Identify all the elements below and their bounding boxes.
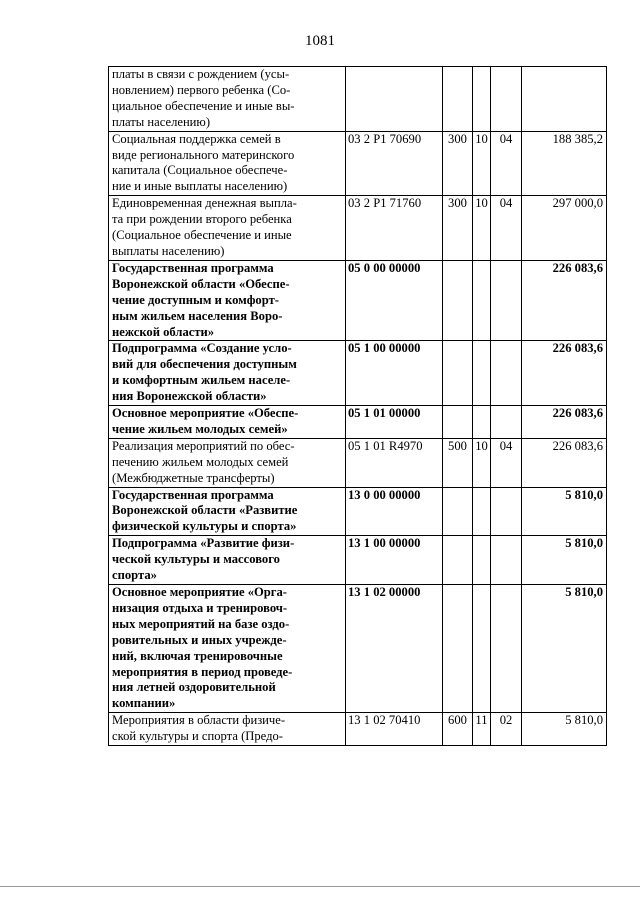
- budget-code: 13 1 00 00000: [346, 536, 443, 585]
- budget-code: 05 0 00 00000: [346, 260, 443, 341]
- item-name: [109, 260, 346, 341]
- expense-type: 300: [443, 196, 473, 261]
- subsection-code: [491, 260, 522, 341]
- section-code: [473, 341, 491, 406]
- expense-type: [443, 341, 473, 406]
- subsection-code: [491, 487, 522, 536]
- subsection-code: 02: [491, 713, 522, 746]
- section-code: [473, 487, 491, 536]
- table-row: [109, 260, 607, 341]
- budget-table: [108, 66, 607, 746]
- budget-code: 05 1 00 00000: [346, 341, 443, 406]
- table-row: [109, 406, 607, 439]
- table-row: [109, 196, 607, 261]
- section-code: 10: [473, 196, 491, 261]
- item-name-text: Подпрограмма «Развитие физи- ческой культуры и массового спорта»: [112, 536, 295, 583]
- amount: 226 083,6: [522, 438, 607, 487]
- item-name-text: платы в связи с рождением (усы- новлением) первого ребенка (Со- циальное обеспечение и иные вы- платы населению): [112, 67, 295, 129]
- page-number: 1081: [305, 33, 335, 49]
- table-row: [109, 713, 607, 746]
- item-name: [109, 487, 346, 536]
- amount: 226 083,6: [522, 341, 607, 406]
- item-name: [109, 585, 346, 713]
- amount: 188 385,2: [522, 131, 607, 196]
- table-row: [109, 438, 607, 487]
- section-code: [473, 67, 491, 132]
- subsection-code: 04: [491, 438, 522, 487]
- item-name-text: Основное мероприятие «Обеспе- чение жильем молодых семей»: [112, 406, 299, 436]
- subsection-code: [491, 406, 522, 439]
- section-code: 10: [473, 438, 491, 487]
- item-name: [109, 536, 346, 585]
- table-row: [109, 536, 607, 585]
- amount: 226 083,6: [522, 260, 607, 341]
- subsection-code: 04: [491, 131, 522, 196]
- expense-type: [443, 585, 473, 713]
- subsection-code: [491, 67, 522, 132]
- item-name: [109, 406, 346, 439]
- item-name-text: Государственная программа Воронежской области «Обеспе- чение доступным и комфорт- ным жильем населения Воро- нежской области»: [112, 260, 290, 339]
- item-name: [109, 196, 346, 261]
- amount: 5 810,0: [522, 585, 607, 713]
- section-code: [473, 406, 491, 439]
- expense-type: [443, 67, 473, 132]
- table-row: [109, 585, 607, 713]
- bottom-divider: [0, 886, 640, 887]
- budget-code: 03 2 P1 70690: [346, 131, 443, 196]
- item-name-text: Мероприятия в области физиче- ской культуры и спорта (Предо-: [112, 713, 286, 744]
- item-name: [109, 341, 346, 406]
- table-row: [109, 487, 607, 536]
- expense-type: [443, 260, 473, 341]
- budget-code: 05 1 01 00000: [346, 406, 443, 439]
- expense-type: [443, 487, 473, 536]
- table-body: [109, 67, 607, 746]
- item-name: [109, 713, 346, 746]
- subsection-code: [491, 536, 522, 585]
- item-name-text: Реализация мероприятий по обес- печению жильем молодых семей (Межбюджетные трансферты): [112, 438, 295, 485]
- amount: [522, 67, 607, 132]
- expense-type: 300: [443, 131, 473, 196]
- amount: 226 083,6: [522, 406, 607, 439]
- expense-type: [443, 406, 473, 439]
- item-name: [109, 67, 346, 132]
- amount: 5 810,0: [522, 536, 607, 585]
- section-code: 11: [473, 713, 491, 746]
- item-name: [109, 131, 346, 196]
- table-row: [109, 341, 607, 406]
- budget-code: 13 1 02 00000: [346, 585, 443, 713]
- expense-type: [443, 536, 473, 585]
- budget-code: 03 2 P1 71760: [346, 196, 443, 261]
- budget-code: 13 0 00 00000: [346, 487, 443, 536]
- section-code: [473, 536, 491, 585]
- budget-code: 13 1 02 70410: [346, 713, 443, 746]
- budget-code: 05 1 01 R4970: [346, 438, 443, 487]
- subsection-code: [491, 585, 522, 713]
- table-row: [109, 131, 607, 196]
- item-name-text: Единовременная денежная выпла- та при рождении второго ребенка (Социальное обеспечение и иные выплаты населению): [112, 196, 297, 258]
- amount: 297 000,0: [522, 196, 607, 261]
- table-row: [109, 67, 607, 132]
- subsection-code: 04: [491, 196, 522, 261]
- budget-code: [346, 67, 443, 132]
- item-name-text: Подпрограмма «Создание усло- вий для обеспечения доступным и комфортным жильем населе- ния Воронежской области»: [112, 341, 297, 404]
- expense-type: 500: [443, 438, 473, 487]
- item-name: [109, 438, 346, 487]
- section-code: [473, 260, 491, 341]
- amount: 5 810,0: [522, 713, 607, 746]
- subsection-code: [491, 341, 522, 406]
- section-code: [473, 585, 491, 713]
- item-name-text: Социальная поддержка семей в виде регионального материнского капитала (Социальное обеспече- ние и иные выплаты населению): [112, 131, 295, 194]
- section-code: 10: [473, 131, 491, 196]
- expense-type: 600: [443, 713, 473, 746]
- item-name-text: Основное мероприятие «Орга- низация отдыха и тренировоч- ных мероприятий на базе оздо- ровительных и иных учрежде- ний, включая тренировочные мероприятия в период проведе- ния летней оздоровительной компании»: [112, 585, 293, 711]
- item-name-text: Государственная программа Воронежской области «Развитие физической культуры и спорта»: [112, 487, 298, 534]
- amount: 5 810,0: [522, 487, 607, 536]
